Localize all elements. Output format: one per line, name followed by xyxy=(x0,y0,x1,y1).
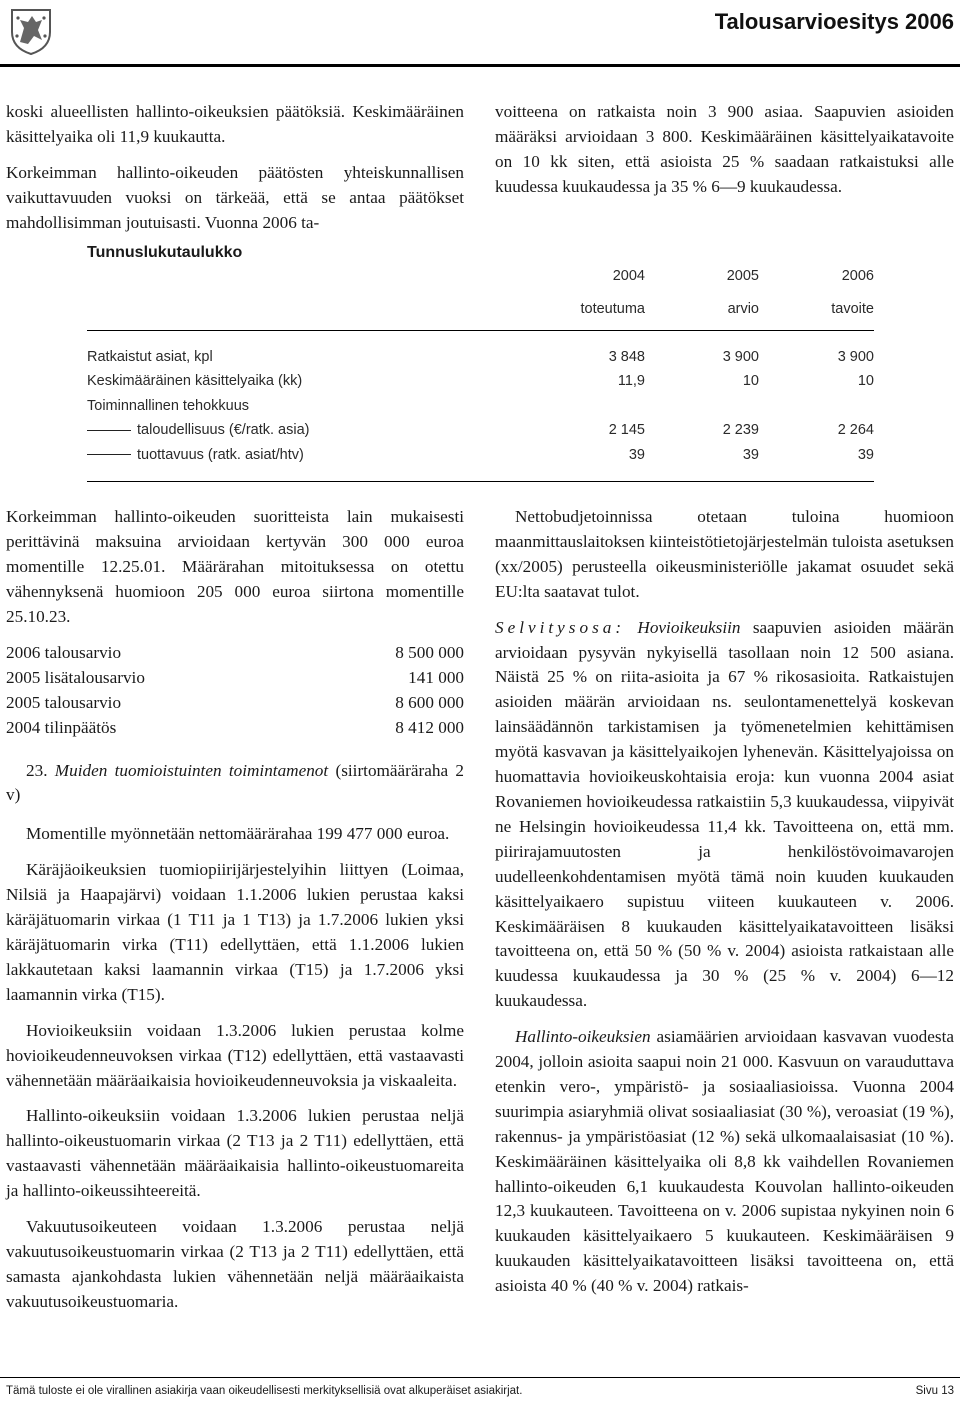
footer-rule xyxy=(0,1377,960,1378)
emphasis: Hallinto-oikeuksien xyxy=(515,1027,651,1047)
row-label-indented xyxy=(87,447,304,463)
paragraph: Hallinto-oikeuksiin voidaan 1.3.2006 lukien perustaa neljä hallinto-oikeustuomarin virkaa (2 T13 ja 2 T11) edellyttäen, että vastaavasti vähennetään määräaikaisia hallinto-oikeustuomareita ja hallinto-oikeussihteereitä. xyxy=(6,1106,464,1201)
table-cell: 3 900 xyxy=(837,348,874,365)
row-label: tuottavuus (ratk. asiat/htv) xyxy=(137,446,304,463)
table-row xyxy=(87,373,874,398)
table-cell: 2 239 xyxy=(722,422,759,438)
budget-label: 2006 talousarvio xyxy=(6,642,122,662)
table-header-rule xyxy=(87,330,874,331)
table-cell: 3 900 xyxy=(722,348,759,365)
right-column-bottom xyxy=(495,505,954,1299)
left-column-bottom xyxy=(6,505,464,1315)
table-row xyxy=(87,422,874,447)
budget-label: 2005 lisätalousarvio xyxy=(6,667,145,687)
paragraph: Vakuutusoikeuteen voidaan 1.3.2006 perustaa neljä vakuutusoikeustuomarin virkaa (2 T13 ja 2 T11) edellyttäen, että samasta ajankohdasta lukien vähennetään neljä määräaikaista vakuutusoikeustuomaria. xyxy=(6,1217,464,1311)
budget-value: 8 600 000 xyxy=(395,692,464,712)
paragraph: voitteena on ratkaista noin 3 900 asiaa. Saapuvien asioiden määräksi arvioidaan 3 800. Keskimääräinen käsittelyaikatavoite on 10 kk siten, että asioista 25 % saadaan ratkaistuksi alle kuudessa kuukaudessa ja 35 % 6—9 kuukaudessa. xyxy=(495,102,954,196)
budget-row xyxy=(6,641,464,666)
section-heading xyxy=(6,759,464,809)
budget-label: 2005 talousarvio xyxy=(6,692,122,712)
budget-row xyxy=(6,716,464,741)
budget-value: 8 412 000 xyxy=(395,717,464,737)
dash-mark xyxy=(87,430,131,431)
table-cell: 3 848 xyxy=(608,348,645,365)
table-cell: 39 xyxy=(742,446,759,463)
table-header-years xyxy=(87,268,874,293)
row-label: Keskimääräinen käsittelyaika (kk) xyxy=(87,373,303,389)
column-subheader: toteutuma xyxy=(580,300,645,317)
left-column-top xyxy=(6,100,464,236)
document-title: Talousarvioesitys 2006 xyxy=(714,9,954,34)
section-label: Selvitysosa: xyxy=(495,617,626,637)
table-title: Tunnuslukutaulukko xyxy=(87,244,243,261)
table-row xyxy=(87,398,874,423)
paragraph: Korkeimman hallinto-oikeuden suoritteista lain mukaisesti perittävinä maksuina arvioidaan kertyvän 300 000 euroa momentille 12.25.01. Määrärahan mitoituksessa on otettu vähennyksenä huomioon 205 000 euroa siirtona momentille 25.10.23. xyxy=(6,507,464,626)
row-label: Toiminnallinen tehokkuus xyxy=(87,397,250,414)
table-cell: 10 xyxy=(742,373,759,389)
section-number: 23. xyxy=(26,760,48,780)
paragraph: Korkeimman hallinto-oikeuden päätösten yhteiskunnallisen vaikuttavuuden vuoksi on tärkeää, että se antaa päätökset mahdollisimman joutuisasti. Vuonna 2006 ta- xyxy=(6,162,464,232)
table-cell: 2 145 xyxy=(608,422,645,438)
row-label: taloudellisuus (€/ratk. asia) xyxy=(137,422,310,438)
paragraph xyxy=(495,616,954,1015)
paragraph: Käräjäoikeuksien tuomiopiirijärjestelyihin liittyen (Loimaa, Nilsiä ja Haapajärvi) voidaan 1.1.2006 lukien perustaa kaksi käräjätuomarin virkaa (1 T11 ja 1 T13) ja 1.7.2006 lukien yksi käräjätuomarin virka (T11) edellyttäen, että 1.1.2006 lukien lakkautetaan kaksi laamannin virkaa (T15) ja 1.7.2006 yksi laamannin virka (T15). xyxy=(6,860,464,1004)
column-header: 2004 xyxy=(612,268,645,284)
paragraph: Nettobudjetoinnissa otetaan tuloina huomioon maanmittauslaitoksen kiinteistötietojärjestelmän tuloista asetuksen (xx/2005) perusteella oikeusministeriölle jakamat osuudet sekä EU:lta saatavat tulot. xyxy=(495,507,954,601)
paragraph-text: asiamäärien arvioidaan kasvavan vuodesta 2004, jolloin asioita saapui noin 21 000. Kasvuun on varauduttava etenkin vero-, ympäristö- ja sosiaaliasioissa. Vuonna 2004 suurimpia asiaryhmiä olivat sosiaaliasiat (30 %), veroasiat (19 %), rakennus- ja ympäristöasiat (12 %) sekä ulkomaalaisasiat (10 %). Keskimääräinen käsittelyaika oli 8,8 kk vaihdellen Rovaniemen hallinto-oikeuden 6,1 kuukaudesta Kouvolan hallinto-oikeuden 12,3 kuukauteen. Tavoitteena on v. 2006 supistaa nykyinen noin 6 kuukauden käsittelyaikaero 5 kuukauteen. Keskimääräisen 9 kuukauden käsittelyaikatavoitteen lisäksi tavoitteena on, että asioista 40 % (40 % v. 2004) ratkais- xyxy=(495,1027,954,1296)
budget-label: 2004 tilinpäätös xyxy=(6,717,117,737)
column-header: 2006 xyxy=(841,268,874,284)
table-cell: 39 xyxy=(628,446,645,463)
paragraph: Momentille myönnetään nettomäärärahaa 199 477 000 euroa. xyxy=(26,824,450,844)
table-row xyxy=(87,447,874,472)
budget-value: 8 500 000 xyxy=(395,642,464,662)
row-label-indented xyxy=(87,422,309,438)
key-figures-table xyxy=(87,268,874,471)
section-title: Muiden tuomioistuinten toimintamenot xyxy=(54,760,329,780)
paragraph-text: saapuvien asioiden määrän arvioidaan pysyvän nykyisellä tasollaan noin 12 500 asiana. Näistä 25 % on riita-asioita ja 67 % rikosasioita. Ratkaistujen asioiden määrän arvioidaan ns. seulontamenettelyä koskevan lainsäädännön tarkistamisen ja työmenetelmien kehittämisen myötä kasvavan ja käsittelyaikojen lyhenevän. Käsittelyajoissa on huomattavia hovioikeuskohtaisia eroja: kun vuonna 2004 asiat Rovaniemen hovioikeudessa ratkaistiin 5,3 kuukaudessa, viipyivät ne Helsingin hovioikeudessa 11,4 kk. Tavoitteena on, että mm. piirirajamuutosten ja henkilöstövoimavarojen uudelleenkohdentamisen myötä tämä noin kuuden kuukauden käsittelyaikaero supistuu viiteen kuukauteen v. 2006. Keskimääräisen 8 kuukauden käsittelyaikatavoitteen lisäksi tavoitteena on, että 50 % (50 % v. 2004) asioista ratkaistaan alle kuudessa kuukaudessa ja 30 % (25 % v. 2004) 6—12 kuukaudessa. xyxy=(495,617,955,1011)
column-subheader: tavoite xyxy=(831,300,874,317)
paragraph: Hovioikeuksiin voidaan 1.3.2006 lukien perustaa kolme hovioikeudenneuvoksen virkaa (T12) edellyttäen, että vastaavasti vähennetään määräaikaisia hovioikeudenneuvoksia ja viskaaleita. xyxy=(6,1020,464,1090)
table-cell: 39 xyxy=(857,446,874,463)
section-title-tail: (siirtomääräraha 2 v) xyxy=(6,760,464,805)
column-header: 2005 xyxy=(726,268,759,284)
lion-coat-of-arms-icon xyxy=(6,6,56,56)
table-header-kinds xyxy=(87,293,874,327)
row-label: Ratkaistut asiat, kpl xyxy=(87,348,213,365)
table-cell: 11,9 xyxy=(617,373,645,389)
budget-table xyxy=(6,641,464,741)
paragraph xyxy=(495,1025,954,1299)
budget-row xyxy=(6,691,464,716)
right-column-top xyxy=(495,100,954,200)
table-row xyxy=(87,349,874,374)
column-subheader: arvio xyxy=(727,300,759,317)
table-cell: 10 xyxy=(857,373,874,389)
paragraph: koski alueellisten hallinto-oikeuksien päätöksiä. Keskimääräinen käsittelyaika oli 11,9 kuukautta. xyxy=(6,102,464,146)
budget-row xyxy=(6,666,464,691)
footer-note: Tämä tuloste ei ole virallinen asiakirja vaan oikeudellisesti merkityksellisiä ovat alkuperäiset asiakirjat. xyxy=(6,1385,523,1397)
emphasis: Hovioikeuksiin xyxy=(637,617,741,637)
table-bottom-rule xyxy=(87,481,874,482)
table-cell: 2 264 xyxy=(837,422,874,438)
header-rule xyxy=(0,64,960,67)
budget-value: 141 000 xyxy=(408,667,464,687)
dash-mark xyxy=(87,454,131,455)
page-number: Sivu 13 xyxy=(915,1385,954,1397)
